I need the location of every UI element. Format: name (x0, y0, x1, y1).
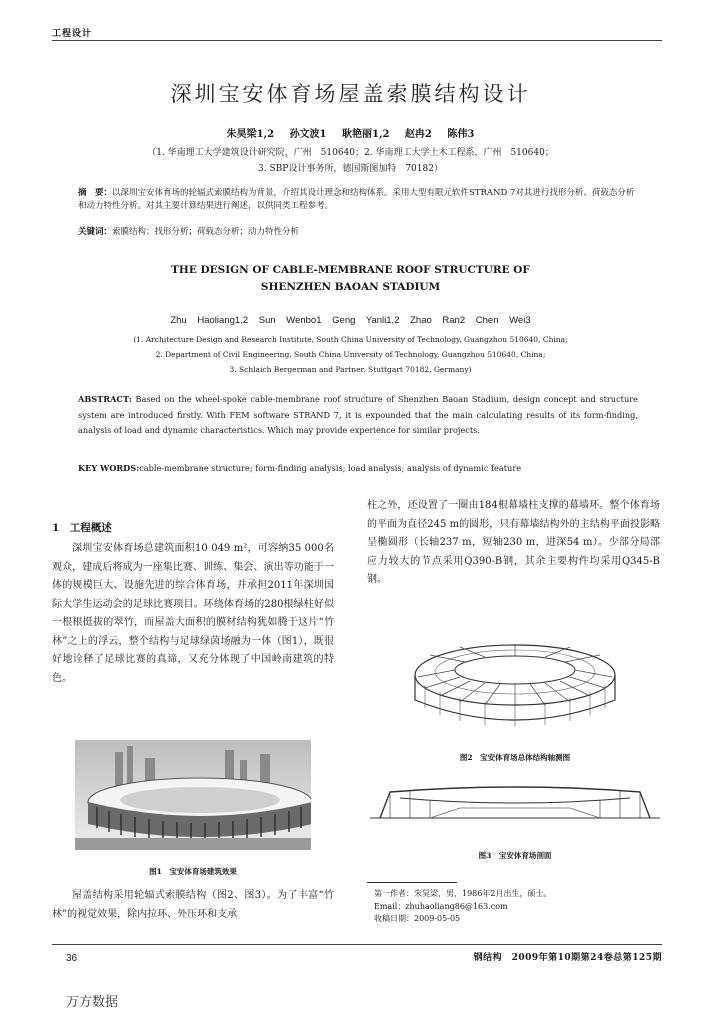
affiliation-en: 2. Department of Civil Engineering, South China University of Technology, Guangzhou 510640, China; (155, 350, 546, 359)
author-cn: 陈伟3 (447, 129, 475, 140)
author-en: Zhu Haoliang1,2 (170, 315, 249, 326)
authors-en (0, 315, 701, 326)
author-en: Zhao Ran2 (410, 315, 466, 326)
abstract-en-text: Based on the wheel-spoke cable-membrane roof structure of Shenzhen Baoan Stadium, design concept and structure system are introduced firstly. With FEM software STRAND 7, it is expounded that the main calculating results of its form-finding, analysis of load and dynamic characteristics. Which may provide experience for similar projects. (78, 394, 638, 435)
abstract-en-label: ABSTRACT: (78, 394, 132, 404)
body-paragraph: 屋盖结构采用轮辐式索膜结构（图2、图3）。为了丰富“竹林”的视觉效果，除内拉环、外压环和支承 (52, 890, 334, 920)
footnote-rule (367, 882, 457, 883)
author-en: Geng Yanli1,2 (332, 315, 400, 326)
section-heading: 1 工程概述 (52, 522, 112, 534)
author-cn: 朱昊梁1,2 (226, 129, 275, 140)
figure-2-drawing (410, 630, 620, 735)
abstract-cn-text: 以深圳宝安体育场的轮辐式索膜结构为背景，介绍其设计理念和结构体系。采用大型有限元软件STRAND 7对其进行找形分析、荷载态分析和动力特性分析。对其主要计算结果进行阐述，以供同类工程参考。 (78, 188, 635, 211)
body-paragraph: 柱之外，还设置了一圈由184根幕墙柱支撑的幕墙环。整个体育场的平面为直径245 m的圆形，只有幕墙结构外的主结构平面投影略呈椭圆形（长轴237 m，短轴230 m，进深54 m）。少部分局部应力较大的节点采用Q390-B钢，其余主要构件均采用Q345-B钢。 (367, 500, 660, 585)
keywords-cn (78, 226, 638, 239)
keywords-cn-text: 索膜结构；找形分析；荷载态分析；动力特性分析 (112, 227, 300, 237)
journal-section-label: 工程设计 (52, 29, 93, 39)
title-en (0, 262, 701, 296)
affiliation-cn: （1. 华南理工大学建筑设计研究院，广州 510640；2. 华南理工大学土木工程系，广州 510640； (147, 148, 554, 158)
paper-title: 深圳宝安体育场屋盖索膜结构设计 (170, 82, 531, 106)
affiliation-en: 3. Schlaich Bergerman and Partner, Stuttgart 70182, Germany) (229, 365, 472, 374)
author-en: Sun Wenbo1 (258, 315, 322, 326)
keywords-cn-label: 关键词： (78, 227, 113, 237)
affiliation-en: (1. Architecture Design and Research Institute, South China University of Technology, Guangzhou 510640, China; (133, 335, 568, 344)
body-paragraph: 深圳宝安体育场总建筑面积10 049 m²，可容纳35 000名观众，建成后将成为一座集比赛、训练、集会、演出等功能于一体的规模巨大、设施先进的综合体育场，并承担2011年深圳国际大学生运动会的足球比赛项目。环绕体育场的280根绿柱好似一根根挺拔的翠竹，而屋盖大面积的膜材结构犹如腾于这片“竹林”之上的浮云，整个结构与足球绿茵场融为一体（图1），既很好地诠释了足球比赛的真谛，又充分体现了中国岭南建筑的特色。 (52, 543, 334, 684)
section-drawing-image (370, 778, 660, 828)
figure-3-drawing (370, 778, 660, 828)
stadium-render-image (75, 740, 311, 850)
keywords-en-text: cable-membrane structure; form-finding analysis; load analysis; analysis of dynamic feature (139, 463, 522, 473)
author-cn: 耿艳丽1,2 (342, 129, 390, 140)
axonometric-structure-image (410, 630, 620, 735)
keywords-en-label: KEY WORDS: (78, 463, 140, 473)
journal-issue-info: 钢结构 2009年第10期第24卷总第125期 (473, 953, 662, 963)
author-cn: 赵冉2 (404, 129, 432, 140)
keywords-en (78, 461, 638, 477)
footnote-line: Email：zhuhaoliang86@163.com (374, 901, 508, 911)
abstract-cn-label: 摘 要： (78, 188, 113, 198)
figure-1-caption: 图1 宝安体育场建筑效果 (149, 867, 237, 876)
footnote-line: 收稿日期：2009-05-05 (374, 914, 461, 923)
abstract-en (78, 392, 638, 439)
watermark-text: 万方数据 (66, 994, 119, 1009)
footnote (374, 888, 664, 926)
footnote-line: 第一作者：朱昊梁，男，1986年2月出生，硕士。 (374, 889, 552, 898)
title-en-line: THE DESIGN OF CABLE-MEMBRANE ROOF STRUCTURE OF (171, 264, 530, 276)
authors-cn (0, 125, 701, 140)
header-rule (52, 40, 662, 41)
title-en-line: SHENZHEN BAOAN STADIUM (260, 281, 441, 293)
author-cn: 孙文波1 (289, 129, 327, 140)
abstract-cn (78, 187, 638, 213)
affiliation-cn: 3. SBP设计事务所，德国斯图加特 70182） (258, 164, 443, 174)
footer-rule (52, 944, 662, 945)
figure-1-photo (75, 740, 311, 850)
author-en: Chen Wei3 (475, 315, 531, 326)
figure-3-caption: 图3 宝安体育场剖面 (478, 851, 552, 860)
figure-2-caption: 图2 宝安体育场总体结构轴测图 (459, 753, 571, 762)
page-number: 36 (66, 953, 78, 964)
